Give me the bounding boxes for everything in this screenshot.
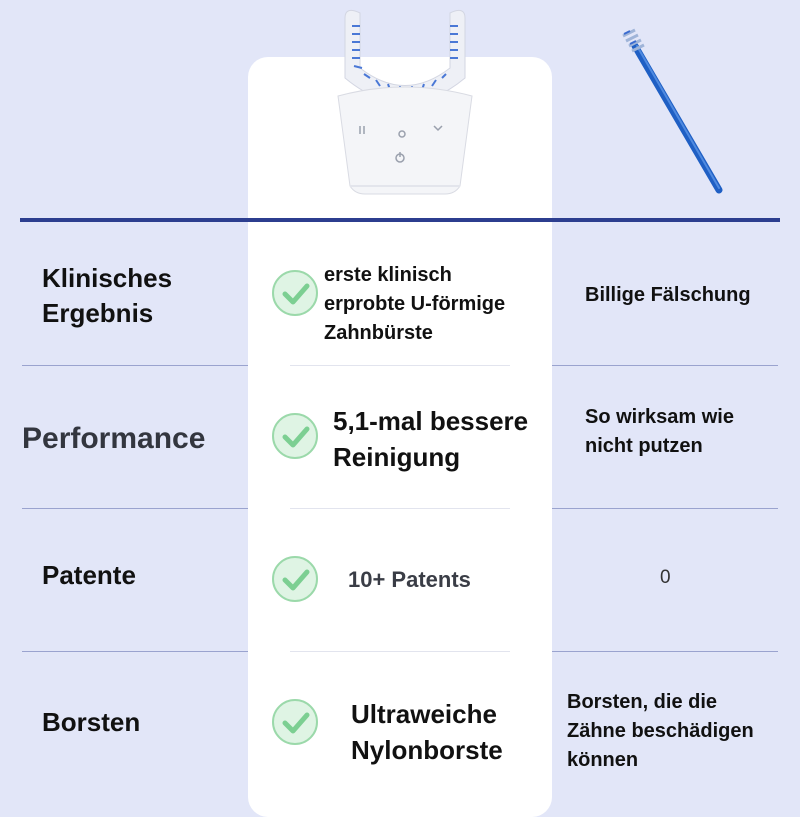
product-value: erste klinisch erprobte U-förmige Zahnbürste (324, 264, 506, 344)
header-divider (20, 218, 780, 222)
product-value: 10+ Patents (348, 567, 471, 592)
row-divider (552, 508, 778, 509)
competitor-value: Billige Fälschung (585, 284, 751, 306)
row-divider (552, 651, 778, 652)
check-icon (272, 556, 318, 602)
row-label-patente: Patente (42, 560, 136, 590)
competitor-value: Borsten, die die Zähne beschädigen können (567, 691, 754, 771)
check-icon (272, 699, 318, 745)
row-label-klinisches-ergebnis: Klinisches Ergebnis (42, 263, 173, 328)
row-divider (290, 365, 510, 366)
product-value: Ultraweiche Nylonborste (351, 699, 503, 765)
competitor-value: 0 (660, 567, 671, 588)
row-divider (552, 365, 778, 366)
row-divider (22, 651, 248, 652)
competitor-value: So wirksam wie nicht putzen (585, 406, 734, 457)
row-divider (22, 508, 248, 509)
product-value: 5,1-mal bessere Reinigung (333, 406, 529, 472)
manual-toothbrush-icon (615, 28, 730, 198)
row-label-borsten: Borsten (42, 707, 141, 737)
row-label-performance: Performance (22, 422, 206, 455)
check-icon (272, 270, 318, 316)
row-divider (290, 651, 510, 652)
row-divider (22, 365, 248, 366)
row-divider (290, 508, 510, 509)
u-shaped-toothbrush-icon (330, 8, 480, 198)
check-icon (272, 413, 318, 459)
